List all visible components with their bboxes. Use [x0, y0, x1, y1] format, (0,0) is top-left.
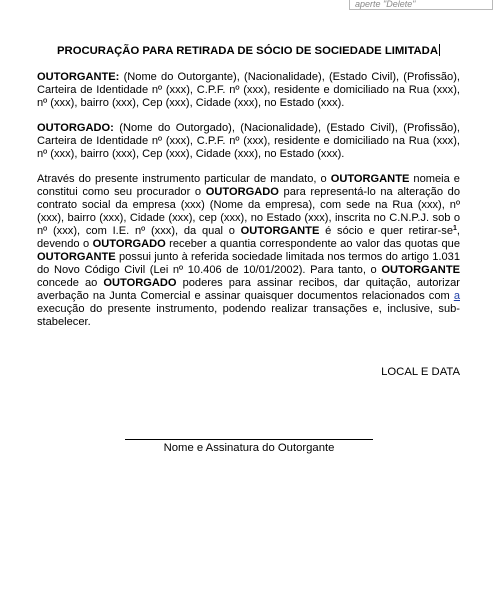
mandate-text: receber a quantia correspondente ao valor das quotas que	[165, 238, 460, 250]
mandate-text: concede ao	[37, 277, 104, 289]
mandate-text: execução do presente instrumento, podendo realizar transações e, inclusive, sub-stabelecer.	[37, 303, 460, 328]
footnote-marker[interactable]: 1	[453, 225, 457, 232]
mandate-text: é sócio e quer retirar-se	[319, 225, 453, 237]
outorgante-ref: OUTORGANTE	[330, 173, 410, 185]
outorgado-details: (Nome do Outorgado), (Nacionalidade), (Estado Civil), (Profissão), Carteira de Identidade nº (xxx), C.P.F. nº (xxx), residente e domiciliado na Rua (xxx), nº (xxx), bairro (xxx), Cep (xxx), Cidade (xxx), no Estado (xxx).	[37, 122, 460, 160]
mandate-text: Através do presente instrumento particular de mandato, o	[37, 173, 331, 185]
outorgado-ref: OUTORGADO	[205, 186, 279, 198]
outorgante-ref: OUTORGANTE	[381, 264, 460, 276]
outorgado-label: OUTORGADO:	[37, 122, 114, 134]
mandate-text: nomeia e constitui como seu procurador o	[37, 173, 460, 198]
document-title-text: PROCURAÇÃO PARA RETIRADA DE SÓCIO DE SOCIEDADE LIMITADA	[57, 45, 438, 57]
mandate-text: , devendo o	[37, 225, 460, 250]
hyperlink-a[interactable]: a	[453, 290, 460, 302]
outorgante-label: OUTORGANTE:	[37, 71, 120, 83]
mandate-paragraph	[37, 173, 460, 329]
document-title[interactable]	[37, 44, 460, 58]
mandate-text: poderes para assinar recibos, dar quitação, autorizar averbação na Junta Comercial e assinar quaisquer documentos relacionados com	[37, 277, 460, 302]
delete-hint-box	[349, 0, 493, 10]
outorgante-ref: OUTORGANTE	[240, 225, 320, 237]
outorgado-paragraph	[37, 122, 460, 161]
delete-hint-text: aperte "Delete"	[355, 0, 416, 9]
mandate-text: para representá-lo na alteração do contrato social da empresa (xxx) (Nome da empresa), com sede na Rua (xxx), nº (xxx), bairro (xxx), Cidade (xxx), cep (xxx), no Estado (xxx), inscrita no C.N.P.J. sob o nº (xxx), com I.E. nº (xxx), da qual o	[37, 186, 460, 237]
mandate-text: possui junto à referida sociedade limitada nos termos do artigo 1.031 do Novo Código Civil (Lei nº 10.406 de 10/01/2002). Para tanto, o	[37, 251, 460, 276]
outorgado-ref: OUTORGADO	[103, 277, 177, 289]
outorgante-paragraph	[37, 71, 460, 110]
text-cursor	[439, 44, 440, 56]
outorgante-ref: OUTORGANTE	[37, 251, 116, 263]
local-and-date: LOCAL E DATA	[381, 366, 460, 378]
signature-label: Nome e Assinatura do Outorgante	[163, 442, 335, 454]
outorgado-ref: OUTORGADO	[92, 238, 166, 250]
signature-line	[125, 439, 373, 440]
outorgante-details: (Nome do Outorgante), (Nacionalidade), (Estado Civil), (Profissão), Carteira de Identidade nº (xxx), C.P.F. nº (xxx), residente e domiciliado na Rua (xxx), nº (xxx), bairro (xxx), Cep (xxx), Cidade (xxx), no Estado (xxx).	[37, 71, 460, 109]
